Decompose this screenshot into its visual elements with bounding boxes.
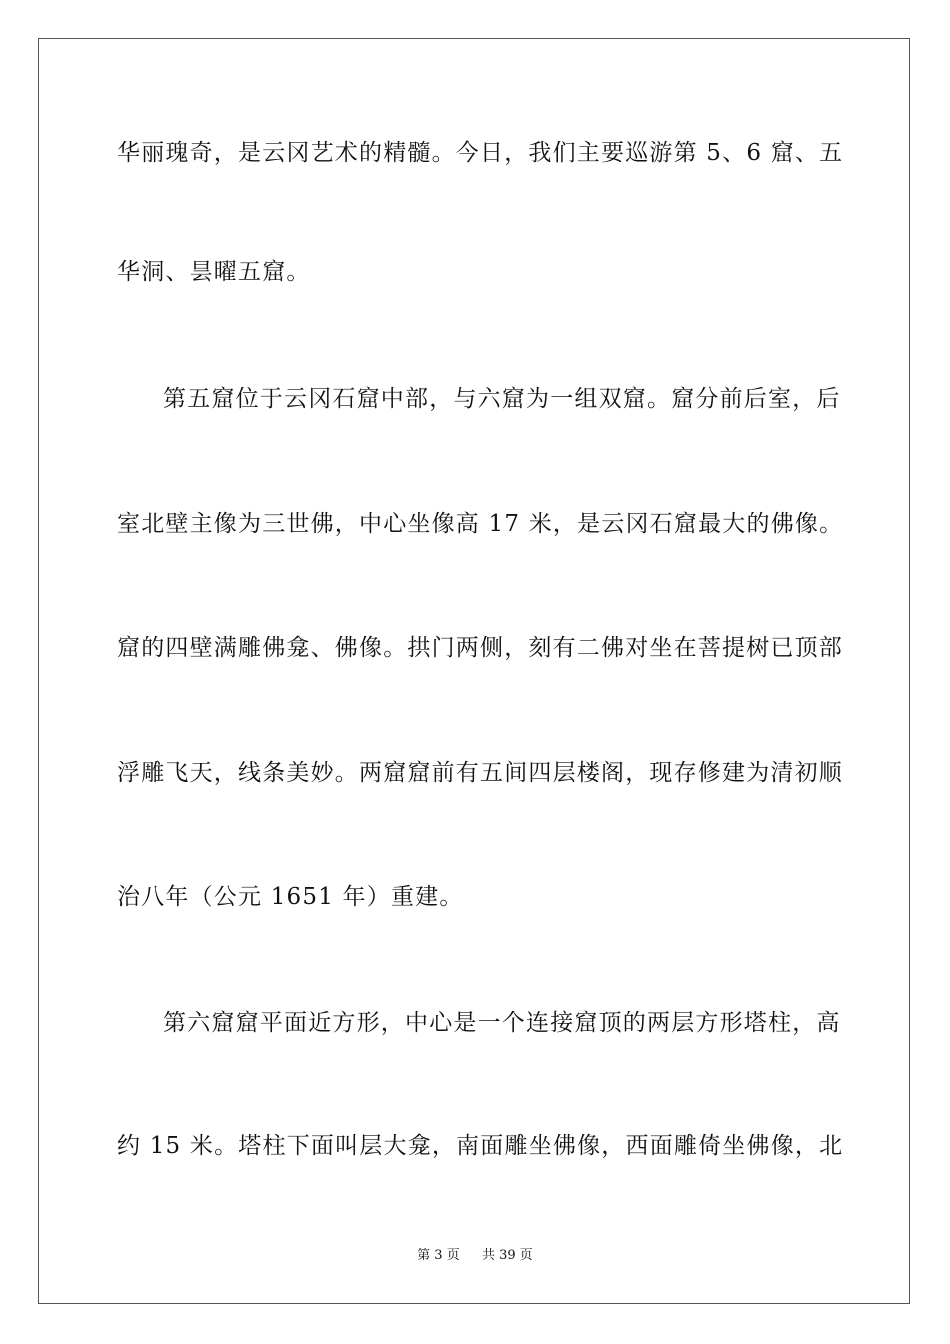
text-line-6: 浮雕飞天，线条美妙。两窟窟前有五间四层楼阁，现存修建为清初顺 — [117, 760, 843, 786]
text-line-1: 华丽瑰奇，是云冈艺术的精髓。今日，我们主要巡游第 5、6 窟、五 — [117, 140, 844, 166]
text-line-3: 第五窟位于云冈石窟中部，与六窟为一组双窟。窟分前后室，后 — [163, 386, 841, 412]
text-line-5: 窟的四壁满雕佛龛、佛像。拱门两侧，刻有二佛对坐在菩提树已顶部 — [117, 635, 843, 661]
text-line-9: 约 15 米。塔柱下面叫层大龛，南面雕坐佛像，西面雕倚坐佛像，北 — [117, 1133, 844, 1159]
page-footer — [0, 1247, 950, 1265]
page-number: 第 3 页 — [417, 1248, 460, 1263]
page-border — [38, 38, 910, 1304]
text-line-4: 室北壁主像为三世佛，中心坐像高 17 米，是云冈石窟最大的佛像。 — [117, 511, 844, 537]
text-line-7: 治八年（公元 1651 年）重建。 — [117, 884, 464, 910]
text-line-2: 华洞、昙曜五窟。 — [117, 259, 311, 285]
total-pages: 共 39 页 — [482, 1248, 533, 1263]
text-line-8: 第六窟窟平面近方形，中心是一个连接窟顶的两层方形塔柱，高 — [163, 1010, 841, 1036]
